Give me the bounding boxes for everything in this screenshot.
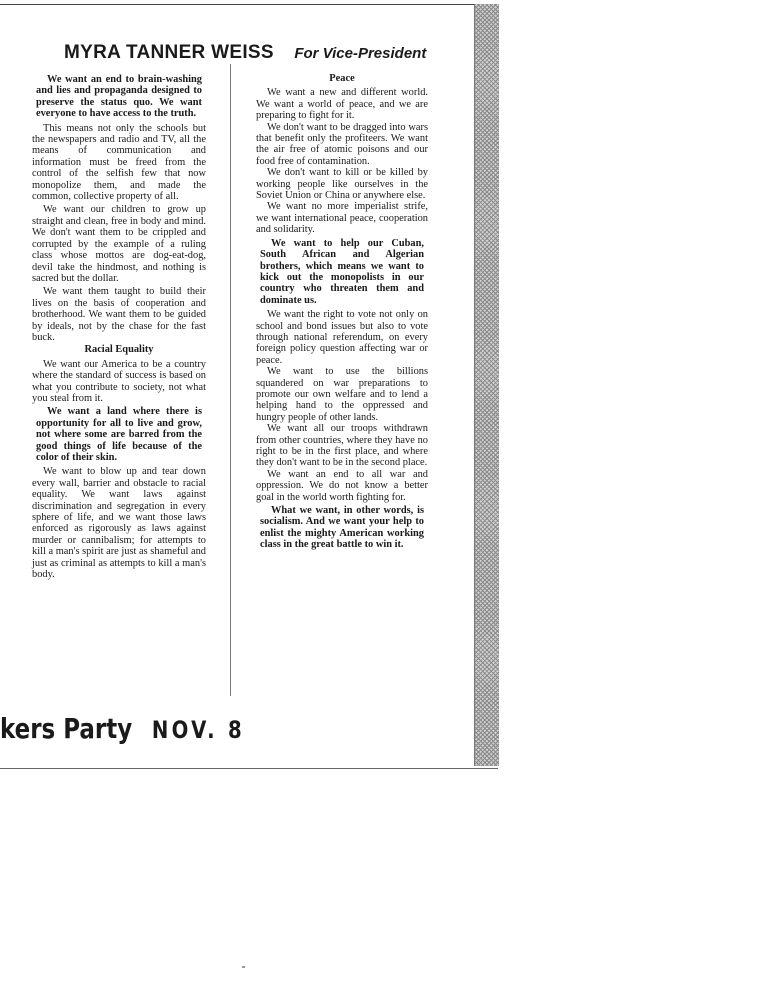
paragraph: We want our America to be a country where the standard of success is based on what you contribute to society, not what you steal from it.: [32, 358, 206, 404]
party-banner: [0, 712, 245, 745]
lead-paragraph: We want an end to brain-washing and lies and propaganda designed to preserve the status quo. We want everyone to have access to the truth.: [36, 74, 202, 120]
bold-paragraph: We want to help our Cuban, South African and Algerian brothers, which means we want to kick out the monopolists in our country who threaten them and dominate us.: [260, 237, 424, 306]
paragraph: We want a new and different world. We want a world of peace, and we are preparing to fight for it.: [256, 87, 428, 122]
paragraph: We don't want to be dragged into wars that benefit only the profiteers. We want the air free of atomic poisons and our food free of contamination.: [256, 121, 428, 167]
banner-text: kers Party: [0, 712, 133, 745]
banner-date: NOV. 8: [151, 716, 245, 744]
paragraph: This means not only the schools but the newspapers and radio and TV, all the means of communication and information must be freed from the control of the selfish few that now monopolize them, and made the common, collective property of all.: [32, 122, 206, 203]
paragraph: We want all our troops withdrawn from other countries, where they have no right to be in the first place, and where they don't want to be in the second place.: [256, 423, 428, 469]
paragraph: We want our children to grow up straight and clean, free in body and mind. We don't want them to be crippled and corrupted by the example of a ruling class whose mottos are dog-eat-dog, devil take the hindmost, and nothing is sacred but the dollar.: [32, 204, 206, 284]
paragraph: We want them taught to build their lives on the basis of cooperation and brotherhood. We want them to be guided by ideals, not by the chase for the fast buck.: [32, 286, 206, 343]
closing-paragraph: What we want, in other words, is socialism. And we want your help to enlist the mighty American working class in the great battle to win it.: [260, 505, 424, 551]
paragraph: We want the right to vote not only on school and bond issues but also to vote through national referendum, on every foreign policy question affecting war or peace.: [256, 309, 428, 366]
halftone-strip: [474, 4, 499, 766]
section-heading-racial-equality: Racial Equality: [84, 344, 154, 356]
section-heading-peace: Peace: [329, 73, 355, 84]
bottom-rule: [0, 768, 498, 769]
left-column: [32, 72, 206, 580]
paragraph: We want to use the billions squandered on war preparations to promote our own welfare and to lend a helping hand to the oppressed and hungry people of other lands.: [256, 366, 428, 423]
paragraph: We want an end to all war and oppression. We do not know a better goal in the world worth fighting for.: [256, 468, 428, 503]
top-rule: [0, 4, 480, 5]
candidate-name: MYRA TANNER WEISS: [64, 42, 274, 63]
article-headline: [64, 42, 426, 64]
right-column: [256, 72, 428, 554]
paragraph: We don't want to kill or be killed by working people like ourselves in the Soviet Union or China or anywhere else.: [256, 167, 428, 202]
paragraph: We want to blow up and tear down every wall, barrier and obstacle to racial equality. We want laws against discrimination and segregation in every sphere of life, and we want those laws enforced as rigorously as laws against murder or cannibalism; for attempts to kill a man's spirit are just as shameful and just as criminal as attempts to kill a man's body.: [32, 466, 206, 581]
scan-speck: [242, 966, 245, 968]
column-divider: [230, 64, 231, 696]
paragraph: We want no more imperialist strife, we want international peace, cooperation and solidarity.: [256, 201, 428, 236]
bold-paragraph: We want a land where there is opportunity for all to live and grow, not where some are barred from the good things of life because of the color of their skin.: [36, 406, 202, 463]
candidate-role: For Vice-President: [294, 45, 427, 62]
